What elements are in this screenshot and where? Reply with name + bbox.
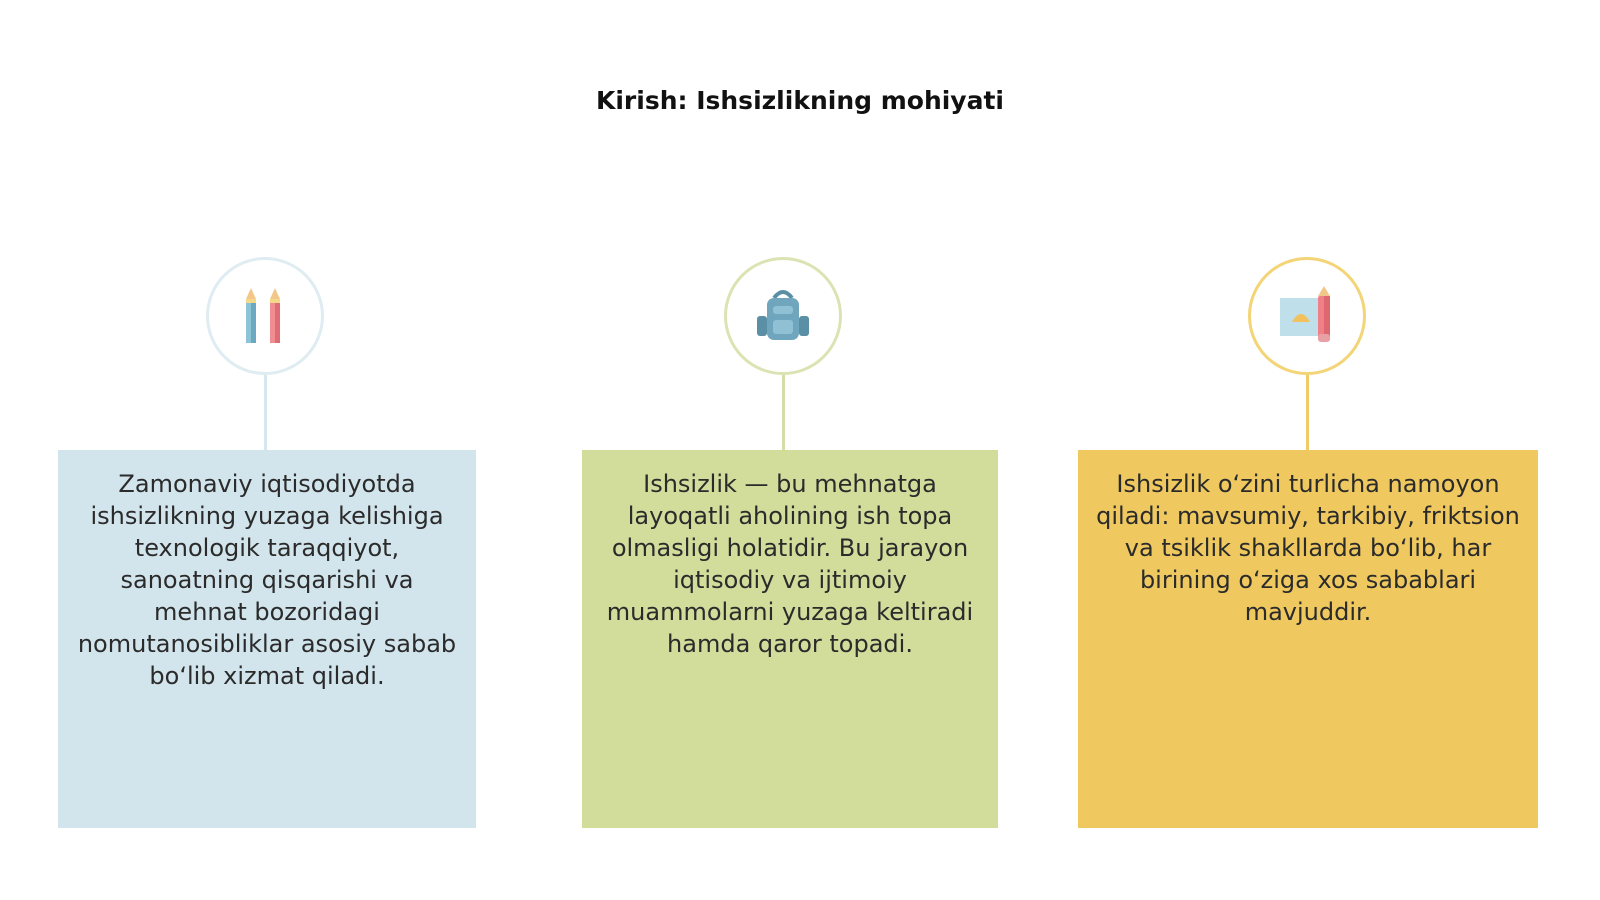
connector-line-2 xyxy=(782,375,785,450)
icon-circle-3 xyxy=(1248,257,1366,375)
info-card-1: Zamonaviy iqtisodiyotda ishsizlikning yuzaga kelishiga texnologik taraqqiyot, sanoatning qisqarishi va mehnat bozoridagi nomutanosibliklar asosiy sabab bo‘lib xizmat qiladi. xyxy=(58,450,476,828)
icon-circle-2 xyxy=(724,257,842,375)
connector-line-3 xyxy=(1306,375,1309,450)
page-title: Kirish: Ishsizlikning mohiyati xyxy=(595,86,1004,115)
connector-line-1 xyxy=(264,375,267,450)
info-card-3: Ishsizlik o‘zini turlicha namoyon qiladi: mavsumiy, tarkibiy, friktsion va tsiklik shakllarda bo‘lib, har birining o‘ziga xos sabablari mavjuddir. xyxy=(1078,450,1538,828)
backpack-icon xyxy=(753,286,813,346)
drawing-pencil-icon xyxy=(1276,286,1338,346)
pencils-icon xyxy=(240,285,290,347)
info-card-2: Ishsizlik — bu mehnatga layoqatli aholining ish topa olmasligi holatidir. Bu jarayon iqtisodiy va ijtimoiy muammolarni yuzaga keltiradi hamda qaror topadi. xyxy=(582,450,998,828)
icon-circle-1 xyxy=(206,257,324,375)
